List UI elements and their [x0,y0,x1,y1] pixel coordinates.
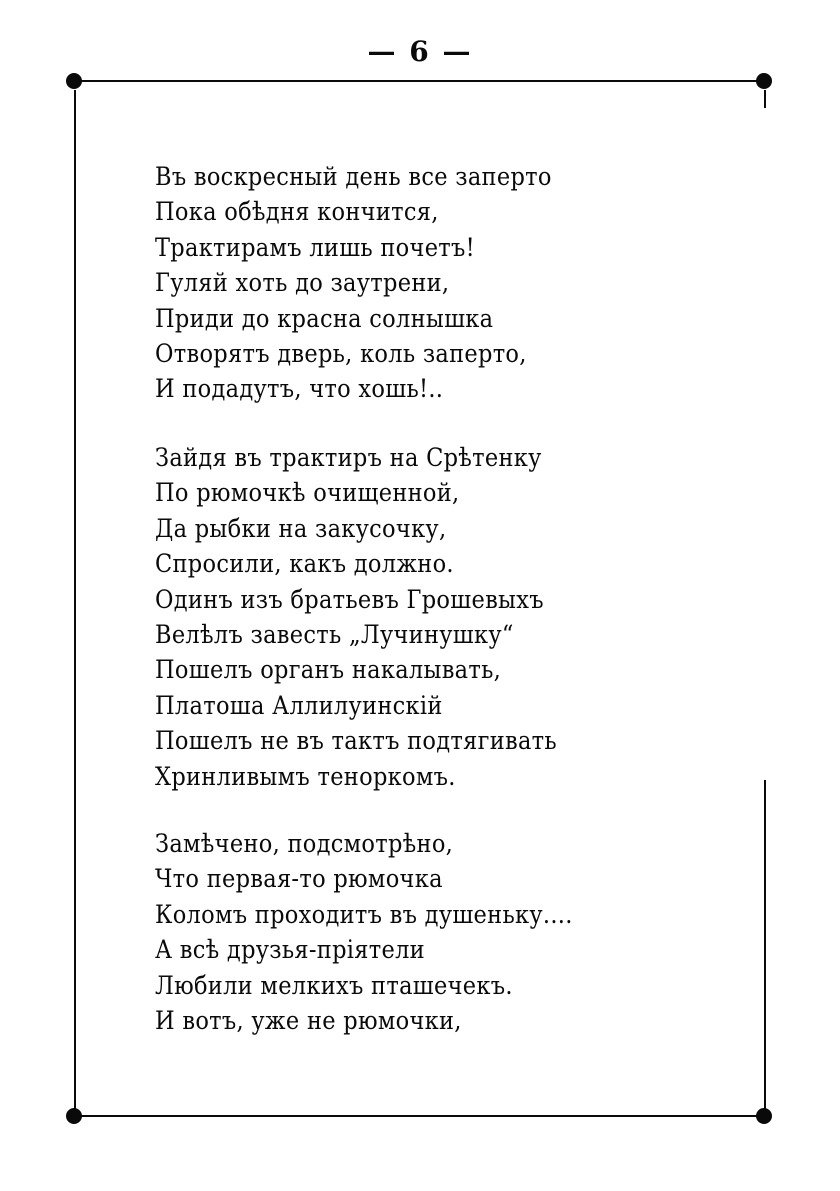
frame-bottom-rule [72,1115,767,1117]
verse-line: Велѣлъ завесть „Лучинушку“ [155,619,514,649]
frame-top-rule [72,80,767,82]
verse-line: Что первая-то рюмочка [155,864,443,894]
stanza-2 [155,440,795,794]
verse-line: Коломъ проходитъ въ душеньку.... [155,899,573,929]
verse-line: А всѣ друзья-пріятели [155,935,425,965]
verse-line: Въ воскресный день все заперто [155,162,552,191]
verse-line: Трактирамъ лишь почетъ! [155,232,475,262]
frame-corner-dot-bottom-left [66,1108,82,1124]
verse-line: Отворятъ дверь, коль заперто, [155,338,527,368]
verse-line: Приди до красна солнышка [155,303,494,333]
stanza-3 [155,826,795,1038]
verse-line: Да рыбки на закусочку, [155,513,447,543]
verse-line: Пошелъ органъ накалывать, [155,655,502,685]
verse-line: Любили мелкихъ пташечекъ. [155,970,513,1000]
verse-line: Пошелъ не въ тактъ подтягивать [155,726,557,756]
verse-line: Пока обѣдня кончится, [155,197,439,227]
frame-left-rule [74,90,76,1110]
verse-line: Спросили, какъ должно. [155,549,454,579]
frame-corner-dot-top-left [66,73,82,89]
frame-right-rule-top [764,90,766,108]
page-number: — 6 — [367,35,473,68]
verse-line: И подадутъ, что хошь!.. [155,374,444,404]
verse-line: Хринливымъ теноркомъ. [155,761,456,791]
frame-corner-dot-bottom-right [756,1108,772,1124]
verse-line: Зайдя въ трактиръ на Срѣтенку [155,443,542,472]
verse-line: Замѣчено, подсмотрѣно, [155,829,454,858]
verse-line: И вотъ, уже не рюмочки, [155,1005,462,1035]
verse-line: Одинъ изъ братьевъ Грошевыхъ [155,584,544,614]
frame-corner-dot-top-right [756,73,772,89]
stanza-1 [155,159,795,407]
verse-line: Платоша Аллилуинскій [155,690,443,720]
verse-line: По рюмочкѣ очищенной, [155,478,460,508]
verse-line: Гуляй хоть до заутрени, [155,268,450,298]
